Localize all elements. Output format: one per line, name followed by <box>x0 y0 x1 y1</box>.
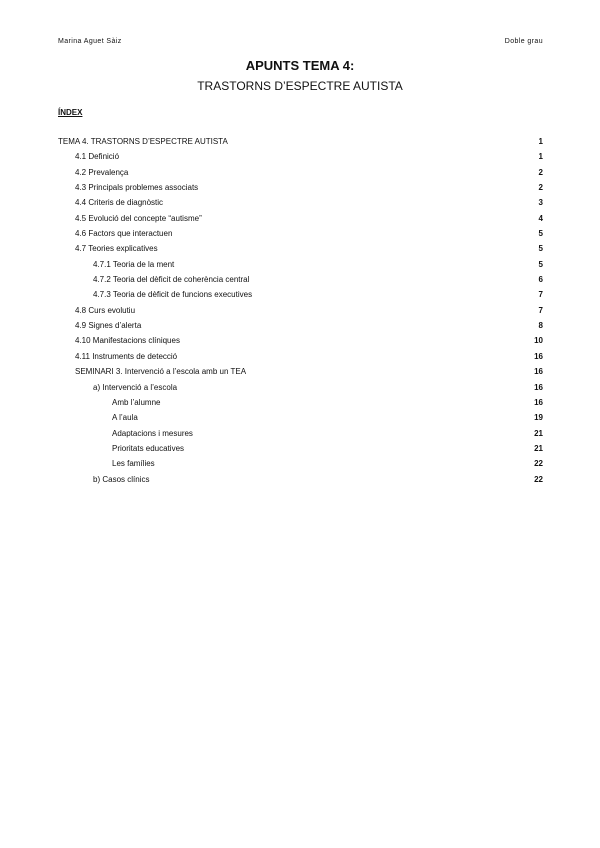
toc-entry[interactable] <box>58 167 543 182</box>
toc-entry[interactable] <box>58 259 543 274</box>
toc-entry-label: 4.6 Factors que interactuen <box>75 229 173 239</box>
toc-entry[interactable] <box>58 320 543 335</box>
toc-entry-page: 4 <box>538 213 543 223</box>
toc-entry[interactable] <box>58 213 543 228</box>
toc-entry-label: 4.10 Manifestacions clíniques <box>75 336 180 346</box>
toc-entry[interactable] <box>58 151 543 166</box>
document-title: APUNTS TEMA 4: <box>245 58 355 73</box>
toc-entry-label: 4.11 Instruments de detecció <box>75 351 178 361</box>
document-subtitle: TRASTORNS D’ESPECTRE AUTISTA <box>197 79 403 93</box>
toc-entry-page: 2 <box>538 183 543 193</box>
toc-entry-label: 4.7.1 Teoria de la ment <box>93 259 175 269</box>
toc-entry-page: 5 <box>538 244 543 254</box>
toc-entry-page: 3 <box>538 198 543 208</box>
toc-entry-page: 1 <box>538 137 543 146</box>
toc-entry-label: A l’aula <box>112 413 138 423</box>
toc-entry[interactable] <box>58 136 543 151</box>
toc-entry-label: b) Casos clínics <box>93 474 150 484</box>
toc-entry-label: Amb l’alumne <box>112 397 161 407</box>
toc-entry-page: 16 <box>534 397 543 407</box>
toc-entry-page: 7 <box>538 305 543 315</box>
toc-entry-label: 4.8 Curs evolutiu <box>75 305 136 315</box>
index-heading: ÍNDEX <box>58 108 83 117</box>
toc-entry-label: Prioritats educatives <box>112 443 185 453</box>
toc-entry-label: 4.5 Evolució del concepte “autisme” <box>75 213 202 223</box>
toc-entry-page: 19 <box>534 413 543 423</box>
toc-entry-label: Adaptacions i mesures <box>112 428 193 438</box>
toc-entry[interactable] <box>58 351 543 366</box>
toc-entry-label: 4.2 Prevalença <box>75 167 129 177</box>
toc-entry-label: 4.7 Teories explicatives <box>75 244 158 254</box>
header-author: Marina Aguet Sàiz <box>58 38 122 45</box>
toc-entry-page: 21 <box>534 443 543 453</box>
toc-entry[interactable] <box>58 412 543 427</box>
toc-entry[interactable] <box>58 335 543 350</box>
toc-entry-label: a) Intervenció a l’escola <box>93 382 178 392</box>
toc-entry[interactable] <box>58 428 543 443</box>
toc-entry[interactable] <box>58 289 543 304</box>
toc-entry[interactable] <box>58 228 543 243</box>
toc-entry-label: 4.7.3 Teoria de dèficit de funcions executives <box>93 290 253 300</box>
toc-entry[interactable] <box>58 197 543 212</box>
toc-entry-page: 21 <box>534 428 543 438</box>
toc-entry-label: Les famílies <box>112 459 155 469</box>
toc-entry-page: 5 <box>538 259 543 269</box>
toc-entry-page: 6 <box>538 275 543 285</box>
toc-entry-label: SEMINARI 3. Intervenció a l’escola amb un TEA <box>75 367 247 377</box>
toc-entry-label: 4.1 Definició <box>75 152 120 162</box>
toc-entry[interactable] <box>58 182 543 197</box>
toc-entry-label: 4.9 Signes d’alerta <box>75 321 142 331</box>
toc-entry-page: 16 <box>534 382 543 392</box>
toc-entry-page: 2 <box>538 167 543 177</box>
toc-entry[interactable] <box>58 458 543 473</box>
toc-entry-label: TEMA 4. TRASTORNS D’ESPECTRE AUTISTA <box>58 137 228 146</box>
toc-entry-page: 5 <box>538 229 543 239</box>
toc-entry-page: 22 <box>534 474 543 484</box>
toc-entry[interactable] <box>58 397 543 412</box>
toc-entry[interactable] <box>58 305 543 320</box>
header-right-text: Doble grau <box>504 38 543 45</box>
toc-entry[interactable] <box>58 443 543 458</box>
toc-entry[interactable] <box>58 474 543 489</box>
table-of-contents <box>58 136 543 489</box>
toc-entry-page: 16 <box>534 367 543 377</box>
toc-entry[interactable] <box>58 274 543 289</box>
toc-entry-page: 16 <box>534 351 543 361</box>
toc-entry-page: 7 <box>538 290 543 300</box>
toc-entry-label: 4.7.2 Teoria del dèficit de coherència central <box>93 275 250 285</box>
toc-entry-page: 22 <box>534 459 543 469</box>
toc-entry-page: 10 <box>534 336 543 346</box>
toc-entry-page: 8 <box>538 321 543 331</box>
toc-entry-label: 4.4 Criteris de diagnòstic <box>75 198 164 208</box>
toc-entry[interactable] <box>58 382 543 397</box>
toc-entry[interactable] <box>58 366 543 381</box>
toc-entry-label: 4.3 Principals problemes associats <box>75 183 199 193</box>
toc-entry-page: 1 <box>538 152 543 162</box>
toc-entry[interactable] <box>58 243 543 258</box>
